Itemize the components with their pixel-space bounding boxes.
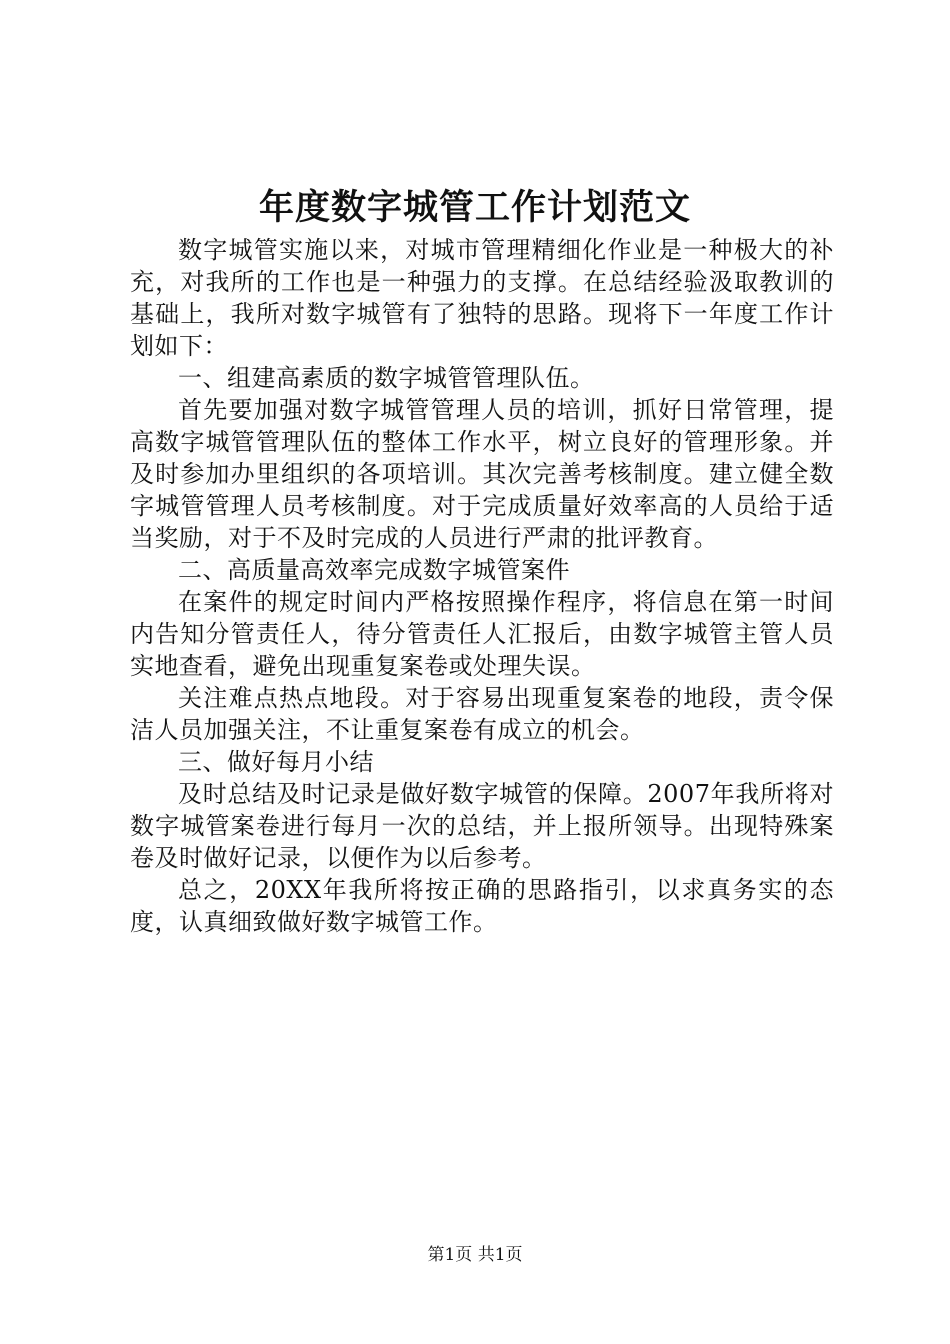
page-footer: 第1页 共1页 [427,1245,523,1265]
section-heading-2: 二、高质量高效率完成数字城管案件 [178,556,570,584]
conclusion-paragraph: 总之，20XX年我所将按正确的思路指引，以求真务实的态度，认真细致做好数字城管工作。 [130,876,834,936]
section-2-paragraph-1: 在案件的规定时间内严格按照操作程序，将信息在第一时间内告知分管责任人，待分管责任人汇报后，由数字城管主管人员实地查看，避免出现重复案卷或处理失误。 [130,588,834,680]
section-heading-3: 三、做好每月小结 [178,748,374,776]
section-3-paragraph: 及时总结及时记录是做好数字城管的保障。2007年我所将对数字城管案卷进行每月一次的总结，并上报所领导。出现特殊案卷及时做好记录，以便作为以后参考。 [130,780,834,872]
section-1-paragraph: 首先要加强对数字城管管理人员的培训，抓好日常管理，提高数字城管管理队伍的整体工作水平，树立良好的管理形象。并及时参加办里组织的各项培训。其次完善考核制度。建立健全数字城管管理人员考核制度。对于完成质量好效率高的人员给于适当奖励，对于不及时完成的人员进行严肃的批评教育。 [130,396,834,552]
document-title: 年度数字城管工作计划范文 [258,187,691,228]
section-heading-1: 一、组建高素质的数字城管管理队伍。 [178,364,595,392]
document-body [130,234,834,938]
intro-paragraph: 数字城管实施以来，对城市管理精细化作业是一种极大的补充，对我所的工作也是一种强力的支撑。在总结经验汲取教训的基础上，我所对数字城管有了独特的思路。现将下一年度工作计划如下： [130,236,834,360]
section-2-paragraph-2: 关注难点热点地段。对于容易出现重复案卷的地段，责令保洁人员加强关注，不让重复案卷有成立的机会。 [130,684,834,744]
